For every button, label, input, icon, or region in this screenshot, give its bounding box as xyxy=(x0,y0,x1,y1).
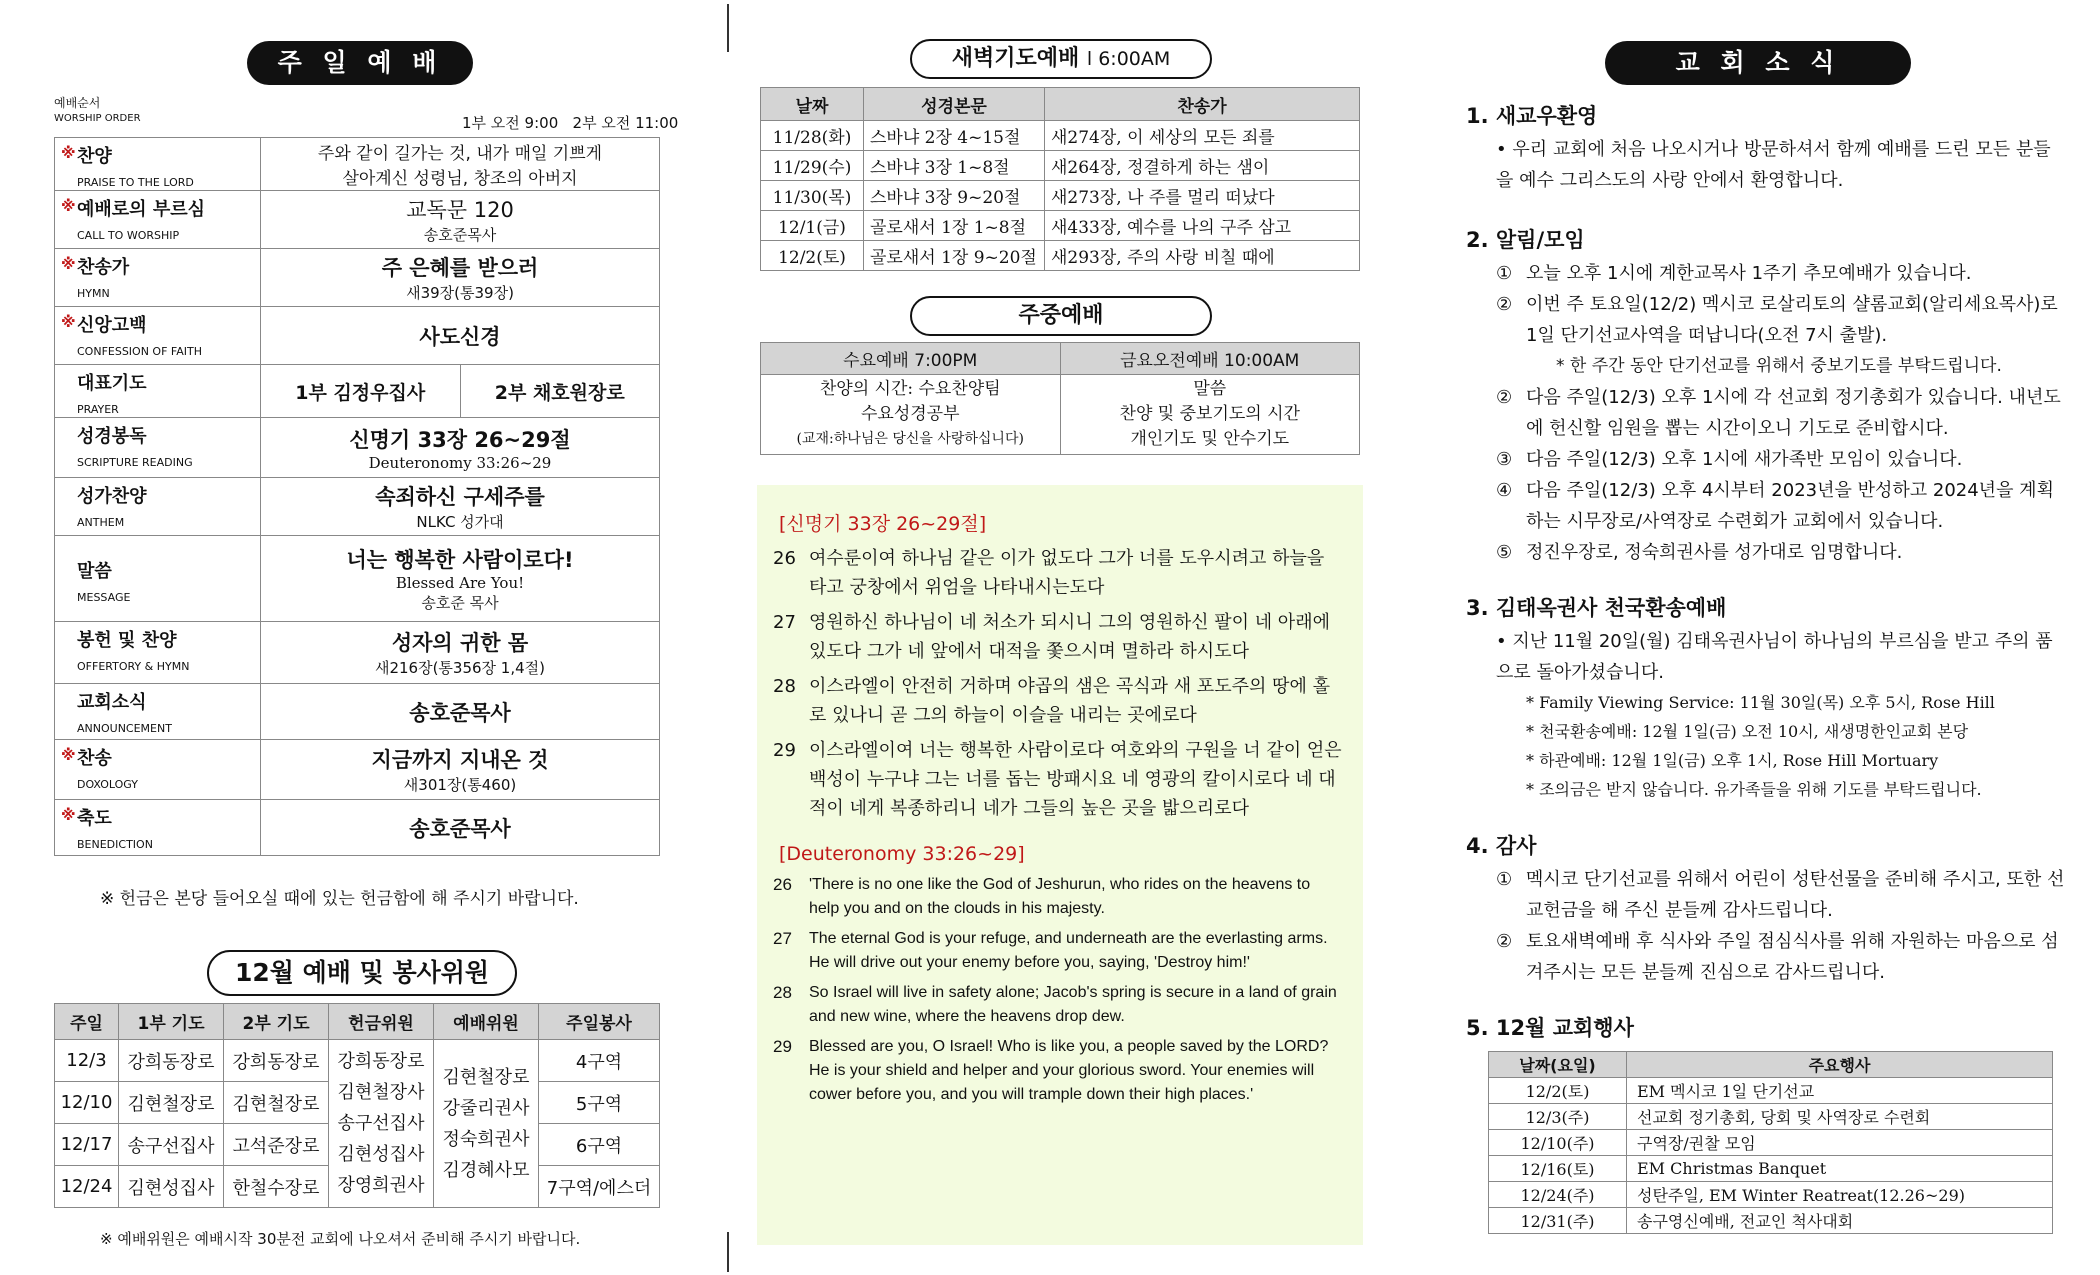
content-line: 사도신경 xyxy=(419,324,501,349)
news-section-3-title: 3. 김태옥권사 천국환송예배 xyxy=(1466,596,1727,620)
verse-num: 27 xyxy=(773,929,792,948)
verse-text: 'There is no one like the God of Jeshurun, who rides on the heavens to help you and on the clouds in his majesty. xyxy=(809,876,1311,917)
content-line: 살아계신 성령님, 창조의 아버지 xyxy=(342,169,578,189)
order-label xyxy=(55,138,261,191)
order-label xyxy=(55,684,261,740)
verse-num: 27 xyxy=(773,612,796,633)
usher-member: 강줄리권사 xyxy=(442,1097,530,1119)
funeral-item: * 조의금은 받지 않습니다. 유가족들을 위해 기도를 부탁드립니다. xyxy=(1526,780,1982,799)
duty-title: 12월 예배 및 봉사위원 xyxy=(207,950,517,996)
content-line: 새39장(통39장) xyxy=(406,284,514,302)
dawn-time: l 6:00AM xyxy=(1086,48,1171,70)
star-mark: ※ xyxy=(61,313,76,331)
news-section-2-list xyxy=(1466,258,2066,568)
order-label xyxy=(55,740,261,800)
dawn-hymn: 새293장, 주의 사랑 비칠 때에 xyxy=(1045,241,1360,271)
fold-mark-bottom xyxy=(727,1232,729,1272)
offering-member: 강희동장로 xyxy=(337,1051,425,1072)
duty-header: 1부 기도 xyxy=(119,1004,224,1040)
content-line: 교독문 120 xyxy=(406,198,514,222)
dawn-title-pill xyxy=(910,39,1212,79)
fold-mark-top xyxy=(727,4,729,52)
news-section-4-list xyxy=(1466,864,2066,988)
notice-text: 이번 주 토요일(12/2) 멕시코 로살리토의 샬롬교회(알리세요목사)로 1일 단기선교사역을 떠납니다(오전 7시 출발). xyxy=(1526,294,2058,346)
fri-line: 찬양 및 중보기도의 시간 xyxy=(1119,404,1300,424)
dawn-header: 날짜 xyxy=(761,88,864,121)
order-row xyxy=(55,138,660,191)
content-line: 성자의 귀한 몸 xyxy=(391,631,529,655)
dawn-passage: 스바냐 3장 9~20절 xyxy=(864,181,1045,211)
order-content xyxy=(261,684,660,740)
events-header: 날짜(요일) xyxy=(1489,1052,1627,1078)
event-name: EM 멕시코 1일 단기선교 xyxy=(1627,1078,2053,1104)
worship-order-label xyxy=(54,96,141,126)
verse-text: 이스라엘이 안전히 거하며 야곱의 샘은 곡식과 새 포도주의 땅에 홀로 있나니 곧 그의 하늘이 이슬을 내리는 곳에로다 xyxy=(809,676,1330,726)
label-en: DOXOLOGY xyxy=(77,778,139,791)
dawn-hymn: 새273장, 나 주를 멀리 떠났다 xyxy=(1045,181,1360,211)
news-body xyxy=(1466,100,2066,1042)
duty-table xyxy=(54,1003,660,1208)
dawn-header: 찬송가 xyxy=(1045,88,1360,121)
notice-item xyxy=(1466,258,2066,289)
dawn-date: 12/2(토) xyxy=(761,241,864,271)
news-section-4-title: 4. 감사 xyxy=(1466,834,1537,858)
order-row xyxy=(55,249,660,307)
dawn-header: 성경본문 xyxy=(864,88,1045,121)
event-date: 12/2(토) xyxy=(1489,1078,1627,1104)
notice-text: 다음 주일(12/3) 오후 1시에 새가족반 모임이 있습니다. xyxy=(1526,449,1963,470)
event-date: 12/24(주) xyxy=(1489,1182,1627,1208)
content-line: 새301장(통460) xyxy=(403,776,517,794)
label-en: ANTHEM xyxy=(77,516,125,529)
duty-header: 헌금위원 xyxy=(329,1004,434,1040)
content-line: Blessed Are You! xyxy=(395,574,525,592)
duty-prayer2: 김현철장로 xyxy=(224,1082,329,1124)
thanks-item xyxy=(1466,926,2066,988)
dawn-row xyxy=(761,211,1360,241)
news-section-2-title: 2. 알림/모임 xyxy=(1466,228,1585,252)
dawn-date: 12/1(금) xyxy=(761,211,864,241)
midweek-header-row xyxy=(761,343,1360,375)
news-section-1-text: • 우리 교회에 처음 나오시거나 방문하셔서 함께 예배를 드린 모든 분들을 예수 그리스도의 사랑 안에서 환영합니다. xyxy=(1496,139,2051,191)
order-content xyxy=(261,249,660,307)
events-header-row xyxy=(1489,1052,2053,1078)
notice-text: 정진우장로, 정숙희권사를 성가대로 임명합니다. xyxy=(1526,542,1903,563)
order-label xyxy=(55,365,261,418)
events-row xyxy=(1489,1156,2053,1182)
verse-text: The eternal God is your refuge, and underneath are the everlasting arms. He will drive out your enemy before you, saying, 'Destroy him!' xyxy=(809,930,1328,971)
label-en: HYMN xyxy=(77,287,110,300)
scripture-ref-ko: [신명기 33장 26~29절] xyxy=(779,513,987,535)
notice-item xyxy=(1466,382,2066,444)
news-title: 교 회 소 식 xyxy=(1605,41,1911,85)
verse-text: Blessed are you, O Israel! Who is like you, a people saved by the LORD? He is your shield and helper and your glorious sword. Your enemies will cower before you, and you will trample down their high places.' xyxy=(809,1038,1329,1103)
order-row xyxy=(55,740,660,800)
label-ko: 성경봉독 xyxy=(77,426,147,447)
order-content xyxy=(261,418,660,478)
order-row xyxy=(55,418,660,478)
duty-prayer1: 강희동장로 xyxy=(119,1040,224,1082)
verse-num: 28 xyxy=(773,676,796,697)
order-content xyxy=(261,800,660,856)
verse-ko xyxy=(771,608,1343,666)
funeral-item: * 천국환송예배: 12월 1일(금) 오전 10시, 새생명한인교회 본당 xyxy=(1526,722,1969,741)
order-row xyxy=(55,684,660,740)
label-ko: 예배로의 부르심 xyxy=(77,199,205,220)
wed-header: 수요예배 7:00PM xyxy=(761,343,1061,375)
verse-text: 여수룬이여 하나님 같은 이가 없도다 그가 너를 도우시려고 하늘을 타고 궁창에서 위엄을 나타내시는도다 xyxy=(809,548,1325,598)
star-mark: ※ xyxy=(61,197,76,215)
notice-item xyxy=(1466,289,2066,351)
order-content xyxy=(261,536,660,622)
events-row xyxy=(1489,1130,2053,1156)
duty-service: 6구역 xyxy=(539,1124,660,1166)
order-content xyxy=(261,478,660,536)
duty-service: 5구역 xyxy=(539,1082,660,1124)
midweek-table xyxy=(760,342,1360,455)
fri-content xyxy=(1060,375,1360,455)
verse-en xyxy=(771,1035,1343,1107)
notice-bullet xyxy=(1466,351,1526,382)
notice-text: 다음 주일(12/3) 오후 1시에 각 선교회 정기총회가 있습니다. 내년도에 헌신할 임원을 뽑는 시간이오니 기도로 준비합시다. xyxy=(1526,387,2061,439)
duty-header-row xyxy=(55,1004,660,1040)
fri-header: 금요오전예배 10:00AM xyxy=(1060,343,1360,375)
content-line: 주 은혜를 받으러 xyxy=(381,256,539,280)
event-name: 성탄주일, EM Winter Reatreat(12.26~29) xyxy=(1627,1182,2053,1208)
duty-date: 12/17 xyxy=(55,1124,119,1166)
verse-num: 26 xyxy=(773,875,792,894)
notice-item xyxy=(1466,475,2066,537)
dawn-date: 11/28(화) xyxy=(761,121,864,151)
content-line: 송호준목사 xyxy=(409,816,511,841)
star-mark: ※ xyxy=(61,144,76,162)
content-line: 송호준 목사 xyxy=(421,594,499,612)
dawn-date: 11/30(목) xyxy=(761,181,864,211)
service-times xyxy=(462,112,678,133)
order-row xyxy=(55,478,660,536)
dawn-passage: 스바냐 3장 1~8절 xyxy=(864,151,1045,181)
scripture-box xyxy=(757,485,1363,1245)
events-table xyxy=(1488,1051,2053,1234)
news-section-3-text: • 지난 11월 20일(월) 김태옥권사님이 하나님의 부르심을 받고 주의 품으로 돌아가셨습니다. xyxy=(1496,631,2053,683)
duty-header: 주일 xyxy=(55,1004,119,1040)
verse-en xyxy=(771,981,1343,1029)
wed-line: 찬양의 시간: 수요찬양팀 xyxy=(819,379,1001,399)
duty-date: 12/3 xyxy=(55,1040,119,1082)
star-mark: ※ xyxy=(61,746,76,764)
content-line: 지금까지 지내온 것 xyxy=(371,748,549,772)
duty-service: 7구역/에스더 xyxy=(539,1166,660,1208)
verse-text: So Israel will live in safety alone; Jacob's spring is secure in a land of grain and new wine, where the heavens drop dew. xyxy=(809,984,1337,1025)
duty-header: 주일봉사 xyxy=(539,1004,660,1040)
dawn-date: 11/29(수) xyxy=(761,151,864,181)
midweek-title: 주중예배 xyxy=(910,296,1212,336)
midweek-row xyxy=(761,375,1360,455)
label-ko: 찬양 xyxy=(77,146,112,167)
order-label xyxy=(55,622,261,684)
fri-line: 개인기도 및 안수기도 xyxy=(1130,429,1290,449)
label-ko: 찬송 xyxy=(77,748,112,769)
order-content xyxy=(261,307,660,365)
duty-header: 예배위원 xyxy=(434,1004,539,1040)
duty-service: 4구역 xyxy=(539,1040,660,1082)
funeral-item: * 하관예배: 12월 1일(금) 오후 1시, Rose Hill Mortuary xyxy=(1526,751,1939,770)
notice-bullet: ③ xyxy=(1496,449,1513,470)
notice-text: 다음 주일(12/3) 오후 4시부터 2023년을 반성하고 2024년을 계획하는 시무장로/사역장로 수련회가 교회에서 있습니다. xyxy=(1526,480,2054,532)
label-en: CONFESSION OF FAITH xyxy=(77,345,202,358)
event-name: 선교회 정기총회, 당회 및 사역장로 수련회 xyxy=(1627,1104,2053,1130)
notice-item xyxy=(1466,444,2066,475)
order-label xyxy=(55,307,261,365)
worship-order-table xyxy=(54,137,660,856)
dawn-passage: 골로새서 1장 9~20절 xyxy=(864,241,1045,271)
order-row xyxy=(55,191,660,249)
event-date: 12/16(토) xyxy=(1489,1156,1627,1182)
usher-member: 김현철장로 xyxy=(442,1066,530,1088)
duty-date: 12/24 xyxy=(55,1166,119,1208)
dawn-passage: 골로새서 1장 1~8절 xyxy=(864,211,1045,241)
verse-en xyxy=(771,873,1343,921)
thanks-text: 토요새벽예배 후 식사와 주일 점심식사를 위해 자원하는 마음으로 섬겨주시는 모든 분들께 진심으로 감사드립니다. xyxy=(1526,931,2059,983)
notice-item xyxy=(1466,537,2066,568)
duty-prayer2: 강희동장로 xyxy=(224,1040,329,1082)
events-header: 주요행사 xyxy=(1627,1052,2053,1078)
duty-prayer2: 한철수장로 xyxy=(224,1166,329,1208)
usher-committee xyxy=(434,1040,539,1208)
events-row xyxy=(1489,1208,2053,1234)
offering-member: 김현성집사 xyxy=(337,1144,425,1165)
label-ko: 대표기도 xyxy=(77,373,147,394)
order-label xyxy=(55,191,261,249)
label-en: PRAYER xyxy=(77,403,119,416)
content-line: 새216장(통356장 1,4절) xyxy=(374,659,546,677)
funeral-item: * Family Viewing Service: 11월 30일(목) 오후 5시, Rose Hill xyxy=(1526,693,1995,712)
usher-member: 김경혜사모 xyxy=(442,1159,530,1181)
order-row xyxy=(55,307,660,365)
news-section-1-title: 1. 새교우환영 xyxy=(1466,104,1598,128)
content-line: 주와 같이 길가는 것, 내가 매일 기쁘게 xyxy=(317,144,603,164)
worship-title: 주 일 예 배 xyxy=(247,41,473,85)
duty-header: 2부 기도 xyxy=(224,1004,329,1040)
order-row xyxy=(55,536,660,622)
label-en: SCRIPTURE READING xyxy=(77,456,193,469)
events-row xyxy=(1489,1182,2053,1208)
star-mark: ※ xyxy=(61,255,76,273)
label-ko: 신앙고백 xyxy=(77,315,147,336)
label-en: BENEDICTION xyxy=(77,838,153,851)
usher-note: ※ 예배위원은 예배시작 30분전 교회에 나오셔서 준비해 주시기 바랍니다. xyxy=(100,1230,581,1248)
verse-ko xyxy=(771,672,1343,730)
notice-text: * 한 주간 동안 단기선교를 위해서 중보기도를 부탁드립니다. xyxy=(1556,356,2002,376)
order-content xyxy=(261,138,660,191)
thanks-bullet: ② xyxy=(1496,931,1513,952)
verse-num: 26 xyxy=(773,548,796,569)
dawn-hymn: 새274장, 이 세상의 모든 죄를 xyxy=(1045,121,1360,151)
label-en: CALL TO WORSHIP xyxy=(77,229,180,242)
wed-content xyxy=(761,375,1061,455)
service-time-2: 2부 오전 11:00 xyxy=(572,114,679,132)
notice-bullet: ② xyxy=(1496,294,1513,315)
order-content xyxy=(261,622,660,684)
event-date: 12/10(주) xyxy=(1489,1130,1627,1156)
label-ko: 찬송가 xyxy=(77,257,130,278)
usher-member: 정숙희권사 xyxy=(442,1128,530,1150)
offering-note: ※ 헌금은 본당 들어오실 때에 있는 헌금함에 해 주시기 바랍니다. xyxy=(100,889,579,909)
order-label-ko: 예배순서 xyxy=(54,96,101,110)
order-label xyxy=(55,249,261,307)
thanks-item xyxy=(1466,864,2066,926)
label-ko: 봉헌 및 찬양 xyxy=(77,630,177,651)
scripture-ref-en: [Deuteronomy 33:26~29] xyxy=(779,843,1025,865)
label-ko: 성가찬양 xyxy=(77,486,147,507)
order-label-en: WORSHIP ORDER xyxy=(54,113,141,124)
star-mark: ※ xyxy=(61,806,76,824)
dawn-passage: 스바냐 2장 4~15절 xyxy=(864,121,1045,151)
event-name: EM Christmas Banquet xyxy=(1627,1156,2053,1182)
duty-prayer1: 김현철장로 xyxy=(119,1082,224,1124)
prayer-second: 2부 채호원장로 xyxy=(494,381,625,404)
notice-text: 오늘 오후 1시에 계한교목사 1주기 추모예배가 있습니다. xyxy=(1526,263,1972,284)
verse-num: 29 xyxy=(773,740,796,761)
verse-en xyxy=(771,927,1343,975)
notice-bullet: ④ xyxy=(1496,480,1513,501)
duty-row xyxy=(55,1040,660,1082)
order-row xyxy=(55,800,660,856)
content-line: 속죄하신 구세주를 xyxy=(375,485,545,509)
label-ko: 축도 xyxy=(77,808,112,829)
content-line: NLKC 성가대 xyxy=(416,513,504,531)
verse-text: 이스라엘이여 너는 행복한 사람이로다 여호와의 구원을 너 같이 얻은 백성이 누구냐 그는 너를 돕는 방패시요 네 영광의 칼이시로다 네 대적이 네게 복종하리니 네가 그들의 높은 곳을 밟으리로다 xyxy=(809,740,1342,819)
notice-bullet: ⑤ xyxy=(1496,542,1513,563)
order-content xyxy=(261,191,660,249)
notice-item xyxy=(1466,351,2066,382)
verse-text: 영원하신 하나님이 네 처소가 되시니 그의 영원하신 팔이 네 아래에 있도다 그가 네 앞에서 대적을 쫓으시며 멸하라 하시도다 xyxy=(809,612,1330,662)
label-en: OFFERTORY & HYMN xyxy=(77,660,190,673)
order-row xyxy=(55,622,660,684)
events-row xyxy=(1489,1104,2053,1130)
order-content xyxy=(261,365,660,418)
dawn-table xyxy=(760,87,1360,271)
dawn-row xyxy=(761,241,1360,271)
content-line: 송호준목사 xyxy=(409,700,511,725)
dawn-row xyxy=(761,151,1360,181)
news-section-3-list xyxy=(1466,688,2066,804)
duty-prayer2: 고석준장로 xyxy=(224,1124,329,1166)
label-ko: 말씀 xyxy=(77,561,112,582)
content-line: 너는 행복한 사람이로다! xyxy=(346,548,574,572)
label-en: MESSAGE xyxy=(77,591,131,604)
dawn-row xyxy=(761,181,1360,211)
verse-ko xyxy=(771,544,1343,602)
label-en: PRAISE TO THE LORD xyxy=(77,176,194,189)
order-label xyxy=(55,478,261,536)
dawn-hymn: 새264장, 정결하게 하는 샘이 xyxy=(1045,151,1360,181)
offering-member: 송구선집사 xyxy=(337,1113,425,1134)
dawn-hymn: 새433장, 예수를 나의 구주 삼고 xyxy=(1045,211,1360,241)
news-section-5-title: 5. 12월 교회행사 xyxy=(1466,1016,1634,1040)
verse-ko xyxy=(771,736,1343,823)
thanks-text: 멕시코 단기선교를 위해서 어린이 성탄선물을 준비해 주시고, 또한 선교헌금을 해 주신 분들께 감사드립니다. xyxy=(1526,869,2065,921)
verse-num: 29 xyxy=(773,1037,792,1056)
dawn-header-row xyxy=(761,88,1360,121)
notice-bullet: ② xyxy=(1496,387,1513,408)
offering-member: 장영희권사 xyxy=(337,1175,425,1196)
service-time-1: 1부 오전 9:00 xyxy=(462,114,559,132)
content-line: 송호준목사 xyxy=(423,226,497,244)
event-name: 송구영신예배, 전교인 척사대회 xyxy=(1627,1208,2053,1234)
event-name: 구역장/권찰 모임 xyxy=(1627,1130,2053,1156)
label-en: ANNOUNCEMENT xyxy=(77,722,172,735)
content-line: 신명기 33장 26~29절 xyxy=(349,427,571,452)
event-date: 12/31(주) xyxy=(1489,1208,1627,1234)
order-content xyxy=(261,740,660,800)
events-row xyxy=(1489,1078,2053,1104)
order-label xyxy=(55,418,261,478)
label-ko: 교회소식 xyxy=(77,692,147,713)
order-label xyxy=(55,800,261,856)
fri-line: 말씀 xyxy=(1193,379,1227,399)
prayer-first: 1부 김정우집사 xyxy=(261,365,460,417)
notice-bullet: ① xyxy=(1496,263,1513,284)
offering-committee xyxy=(329,1040,434,1208)
duty-prayer1: 김현성집사 xyxy=(119,1166,224,1208)
duty-prayer1: 송구선집사 xyxy=(119,1124,224,1166)
wed-line: (교재:하나님은 당신을 사랑하십니다) xyxy=(796,431,1024,447)
dawn-title: 새벽기도예배 xyxy=(951,46,1080,71)
order-label xyxy=(55,536,261,622)
verse-num: 28 xyxy=(773,983,792,1002)
order-row xyxy=(55,365,660,418)
wed-line: 수요성경공부 xyxy=(860,404,960,424)
offering-member: 김현철장사 xyxy=(337,1082,425,1103)
dawn-row xyxy=(761,121,1360,151)
thanks-bullet: ① xyxy=(1496,869,1513,890)
event-date: 12/3(주) xyxy=(1489,1104,1627,1130)
duty-date: 12/10 xyxy=(55,1082,119,1124)
content-line: Deuteronomy 33:26~29 xyxy=(368,453,552,472)
